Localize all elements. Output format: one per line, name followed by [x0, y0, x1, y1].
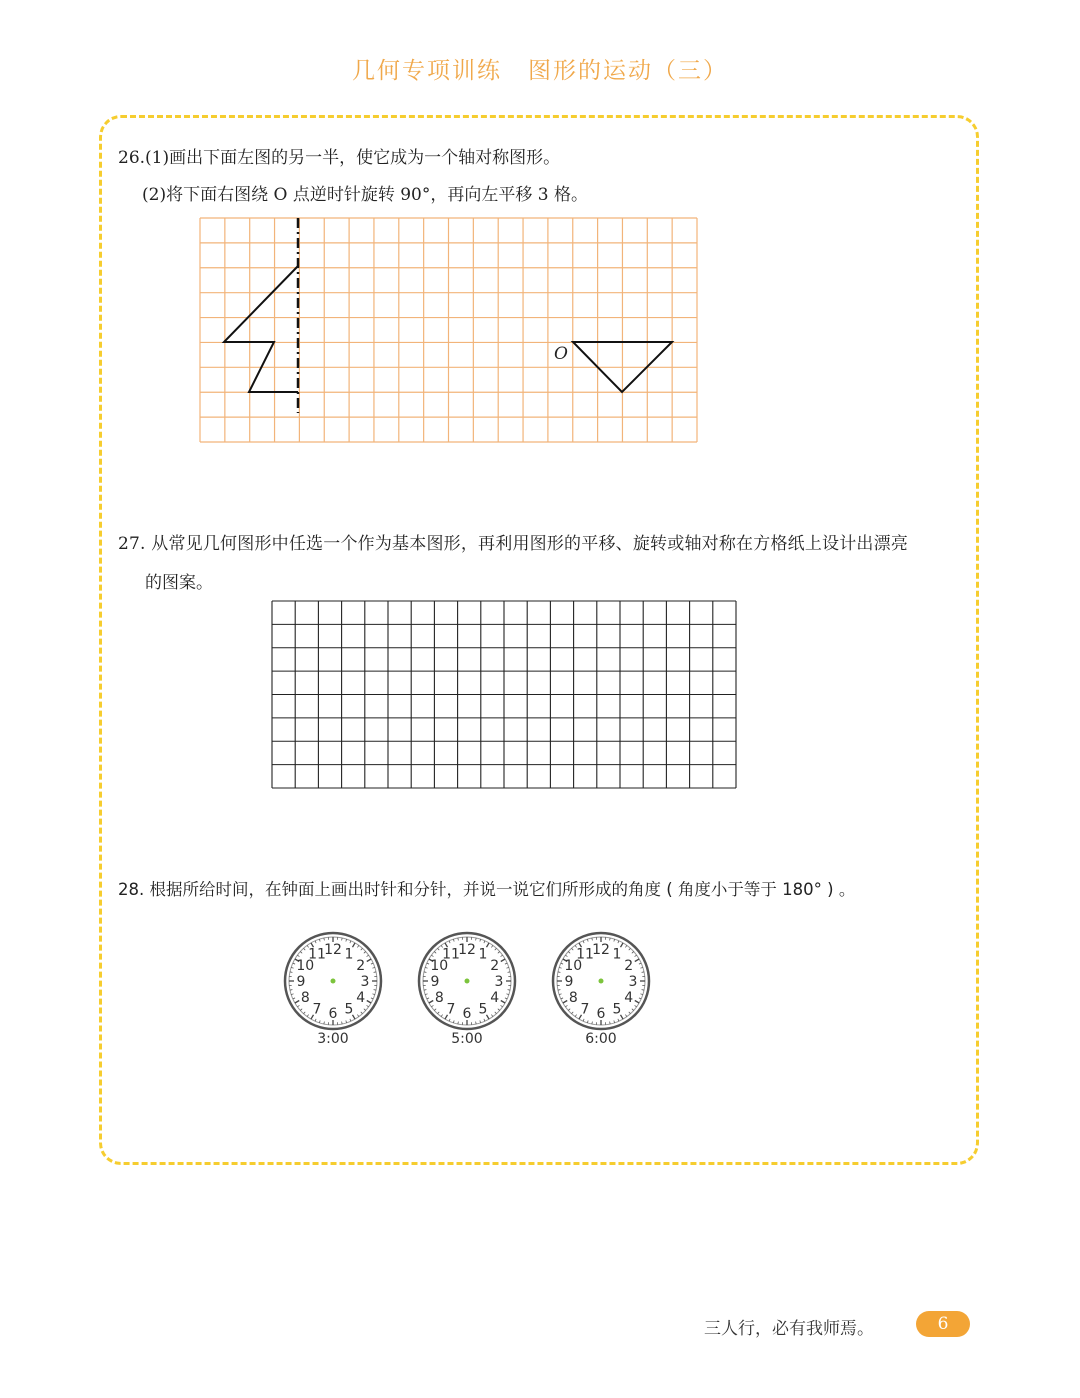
clock-number: 11 — [576, 946, 594, 963]
question-27-line1: 27. 从常见几何图形中任选一个作为基本图形，再利用图形的平移、旋转或轴对称在方格纸上设计出漂亮 — [118, 534, 909, 554]
clock-time-label: 6:00 — [585, 1031, 617, 1047]
footer-motto: 三人行，必有我师焉。 — [704, 1319, 874, 1339]
clock-number: 6 — [462, 1006, 472, 1022]
clock-number: 5 — [344, 1001, 354, 1018]
clock-number: 10 — [296, 958, 315, 974]
clock-number: 8 — [568, 990, 578, 1006]
page-title: 几何专项训练 图形的运动（三） — [352, 58, 728, 84]
clock-number: 2 — [624, 958, 634, 974]
clock-number: 9 — [430, 974, 440, 990]
clock-number: 4 — [490, 990, 500, 1006]
clock-time-label: 5:00 — [451, 1031, 483, 1047]
clock-number: 1 — [344, 946, 354, 963]
clock-face-2[interactable] — [417, 931, 517, 1051]
clock-number: 7 — [580, 1001, 590, 1018]
clock-number: 7 — [446, 1001, 456, 1018]
clock-number: 3 — [360, 974, 370, 990]
clock-number: 1 — [478, 946, 488, 963]
clock-number: 10 — [564, 958, 583, 974]
point-o-label: O — [554, 344, 568, 364]
question-28: 28. 根据所给时间，在钟面上画出时针和分针，并说一说它们所形成的角度 ( 角度小于等于 180° ) 。 — [118, 880, 856, 899]
question-26-part1: 26.(1)画出下面左图的另一半，使它成为一个轴对称图形。 — [118, 148, 561, 168]
clock-number: 10 — [430, 958, 449, 974]
clock-face-1[interactable] — [283, 931, 383, 1051]
question-26-part2: (2)将下面右图绕 O 点逆时针旋转 90°，再向左平移 3 格。 — [142, 185, 588, 205]
clock-number: 8 — [300, 990, 310, 1006]
clock-center-dot — [331, 979, 336, 984]
clock-number: 6 — [328, 1006, 338, 1022]
clock-number: 9 — [296, 974, 306, 990]
question-27-line2: 的图案。 — [145, 573, 213, 593]
clock-number: 5 — [612, 1001, 622, 1018]
clock-number: 12 — [458, 942, 476, 958]
clock-number: 12 — [592, 942, 610, 958]
clock-number: 9 — [564, 974, 574, 990]
clock-number: 6 — [596, 1006, 606, 1022]
clock-number: 8 — [434, 990, 444, 1006]
clock-number: 2 — [356, 958, 366, 974]
clock-face-3[interactable] — [551, 931, 651, 1051]
clock-number: 7 — [312, 1001, 322, 1018]
left-half-figure — [224, 266, 298, 392]
clock-number: 11 — [308, 946, 326, 963]
clock-number: 1 — [612, 946, 622, 963]
clock-center-dot — [599, 979, 604, 984]
grid-q26[interactable] — [200, 218, 698, 443]
clock-number: 3 — [628, 974, 638, 990]
clock-time-label: 3:00 — [317, 1031, 349, 1047]
page-number-badge: 6 — [916, 1311, 970, 1337]
clock-number: 4 — [624, 990, 634, 1006]
clock-center-dot — [465, 979, 470, 984]
clock-number: 2 — [490, 958, 500, 974]
clock-number: 11 — [442, 946, 460, 963]
grid-q27[interactable] — [272, 601, 737, 789]
clock-number: 4 — [356, 990, 366, 1006]
clock-number: 12 — [324, 942, 342, 958]
clock-number: 5 — [478, 1001, 488, 1018]
clock-number: 3 — [494, 974, 504, 990]
